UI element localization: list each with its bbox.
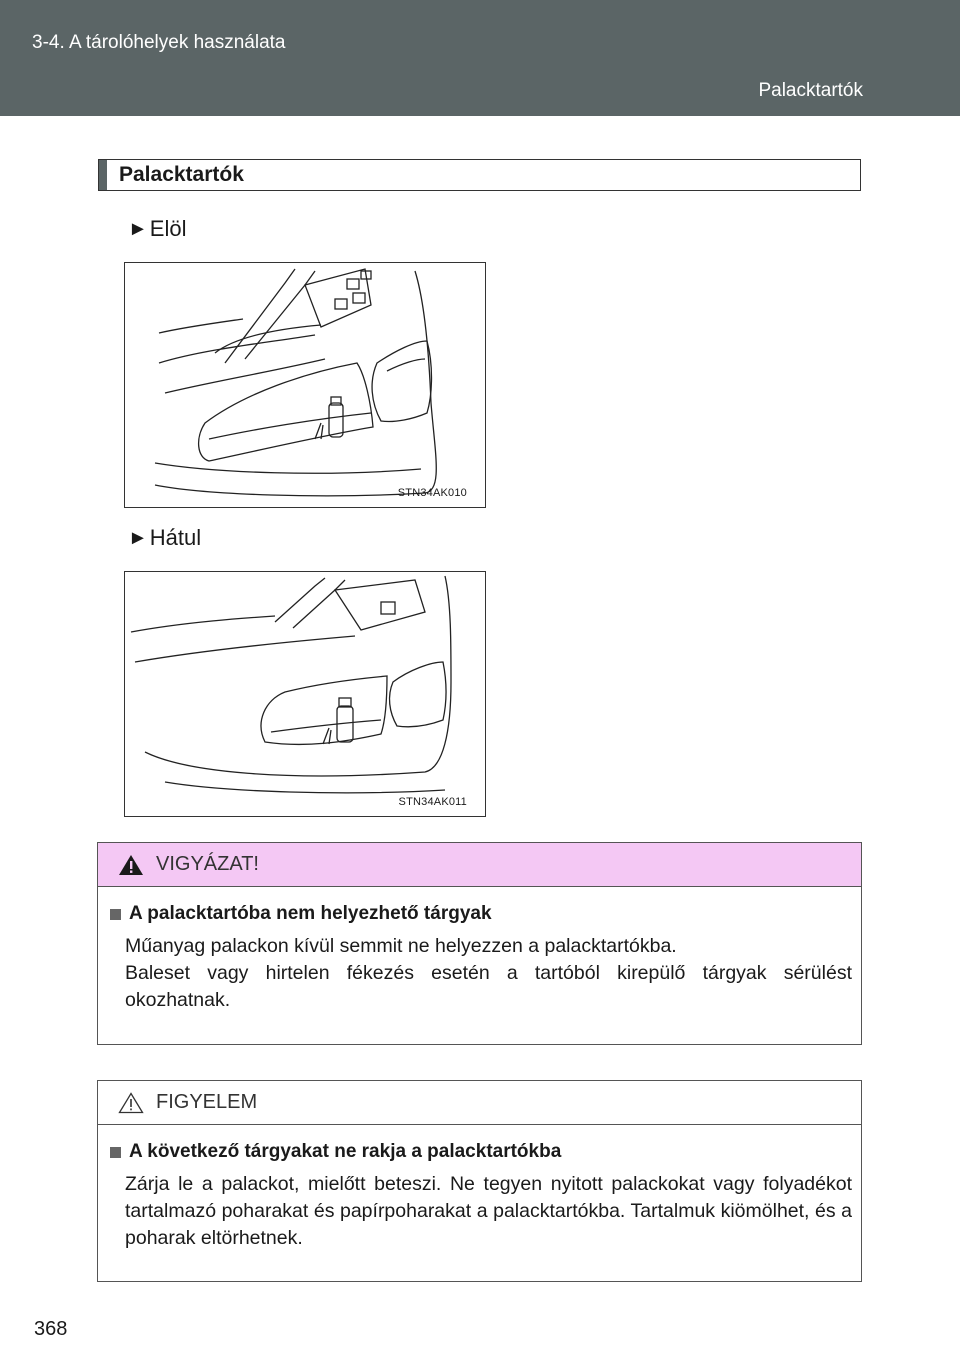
caution-title: VIGYÁZAT! (156, 853, 259, 875)
rear-label (128, 525, 201, 551)
front-label-text: Elöl (149, 216, 187, 241)
notice-body (98, 1125, 861, 1252)
caution-header (98, 843, 861, 887)
right-triangle-icon: ► (128, 526, 148, 549)
notice-header (98, 1081, 861, 1125)
caution-box (97, 842, 862, 1045)
front-label (128, 216, 186, 242)
right-triangle-icon: ► (128, 217, 148, 240)
rear-bottle-holder-illustration (124, 571, 486, 817)
running-title: Palacktartók (758, 80, 863, 101)
front-bottle-holder-illustration (124, 262, 486, 508)
rear-label-text: Hátul (149, 525, 202, 550)
caution-text-1: Műanyag palackon kívül semmit ne helyezzen a palacktartókba. (125, 935, 677, 957)
page-number: 368 (34, 1318, 68, 1340)
notice-title: FIGYELEM (156, 1091, 258, 1113)
page-header (0, 0, 960, 116)
warning-outline-triangle-icon (118, 1092, 144, 1114)
section-title-bar (99, 160, 107, 190)
warning-triangle-icon (118, 854, 144, 876)
notice-heading (110, 1141, 852, 1163)
section-title: Palacktartók (119, 163, 244, 186)
figure-code-front: STN34AK010 (397, 487, 467, 499)
caution-heading (110, 903, 852, 925)
notice-text: Zárja le a palackot, mielőtt beteszi. Ne tegyen nyitott palackokat vagy folyadékot tartalmazó poharakat és papírpoharakat a palacktartókba. Tartalmuk kiömölhet, és a poharak eltörhetnek. (125, 1173, 852, 1249)
square-bullet-icon (110, 1147, 121, 1158)
notice-box (97, 1080, 862, 1282)
caution-text-2: Baleset vagy hirtelen fékezés esetén a tartóból kirepülő tárgyak sérülést okozhatnak. (125, 962, 852, 1011)
figure-code-rear: STN34AK011 (398, 796, 467, 808)
caution-heading-text: A palacktartóba nem helyezhető tárgyak (129, 903, 492, 924)
notice-heading-text: A következő tárgyakat ne rakja a palacktartókba (129, 1141, 562, 1162)
square-bullet-icon (110, 909, 121, 920)
caution-body (98, 887, 861, 1014)
chapter-title: 3-4. A tárolóhelyek használata (32, 32, 286, 53)
section-title-box (98, 159, 861, 191)
